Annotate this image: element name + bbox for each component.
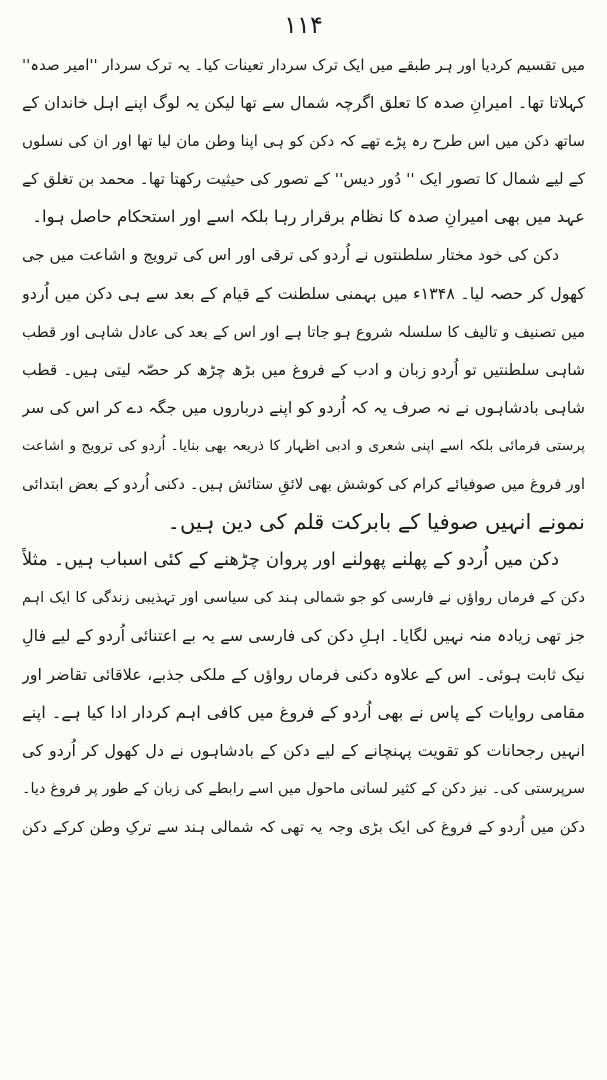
text-line: کھول کر حصہ لیا۔ ۱۳۴۸ء میں بہمنی سلطنت کے قیام کے بعد سے ہی دکن میں اُردو xyxy=(22,283,585,303)
paragraph-start-line: دکن کی خود مختار سلطنتوں نے اُردو کی ترقی اور اس کی ترویج و اشاعت میں جی xyxy=(22,246,559,265)
paragraph-start-line: دکن میں اُردو کے پھلنے پھولنے اور پروان چڑھنے کے کئی اسباب ہیں۔ مثلاً xyxy=(22,549,559,571)
text-line: میں تصنیف و تالیف کا سلسلہ شروع ہو جاتا ہے اور اس کے بعد کی عادل شاہی اور قطب xyxy=(22,322,585,341)
text-line: کے لیے شمال کا تصور ایک '' دُور دیس'' کے تصور کی حیثیت رکھتا تھا۔ محمد بن تغلق کے xyxy=(22,170,585,189)
body-text xyxy=(22,46,585,846)
text-line: جز تھی زیادہ منہ نہیں لگایا۔ اہلِ دکن کی فارسی سے یہ بے اعتنائی اُردو کے لیے فالِ xyxy=(22,626,585,646)
text-line: انہیں رجحانات کو تقویت پہنچانے کے لیے دکن کے بادشاہوں نے دل کھول کر اُردو کی xyxy=(22,740,585,760)
text-line: ساتھ دکن میں اس طرح رہ پڑے تھے کہ دکن کو ہی اپنا وطن مان لیا تھا اور ان کی نسلوں xyxy=(22,132,585,151)
text-line: کہلاتا تھا۔ امیرانِ صدہ کا تعلق اگرچہ شمال سے تھا لیکن یہ لوگ اپنے اہل خاندان کے xyxy=(22,93,585,113)
text-line: سرپرستی کی۔ نیز دکن کے کثیر لسانی ماحول میں اسے رابطے کی زبان کے طور پر فروغ دیا۔ xyxy=(22,780,585,797)
text-line: نیک ثابت ہوئی۔ اس کے علاوہ دکنی فرماں رواؤں کے ملکی جذبے، علاقائی تقاضر اور xyxy=(22,664,585,684)
text-line: شاہی بادشاہوں نے نہ صرف یہ کہ اُردو کو اپنے درباروں میں جگہ دے کر اس کی سر xyxy=(22,397,585,417)
text-line: پرستی فرمائی بلکہ اسے اپنی شعری و ادبی اظہار کا ذریعہ بھی بنایا۔ اُردو کی ترویج و اشاعت xyxy=(22,437,585,454)
text-line: میں تقسیم کردیا اور ہر طبقے میں ایک ترک سردار تعینات کیا۔ یہ ترک سردار ''امیر صدہ'' xyxy=(22,56,585,74)
paragraph-end-line: نمونے انہیں صوفیا کے بابرکت قلم کی دین ہیں۔ xyxy=(167,510,585,535)
text-line: شاہی سلطنتیں تو اُردو زبان و ادب کے فروغ میں بڑھ چڑھ کر حصّہ لیتی ہیں۔ قطب xyxy=(22,360,585,379)
page-number: ۱۱۴ xyxy=(284,11,323,39)
paragraph-end-line: عہد میں بھی امیرانِ صدہ کا نظام برقرار رہا بلکہ اسے اور استحکام حاصل ہوا۔ xyxy=(32,207,585,227)
text-line: دکن میں اُردو کے فروغ کی ایک بڑی وجہ یہ تھی کہ شمالی ہند سے ترکِ وطن کرکے دکن xyxy=(22,817,585,836)
text-line: دکن کے فرماں رواؤں نے فارسی کو جو شمالی ہند کی سیاسی اور تہذیبی زندگی کا ایک اہم xyxy=(22,590,585,607)
text-line: مقامی روایات کے پاس نے بھی اُردو کے فروغ میں کافی اہم کردار ادا کیا ہے۔ اپنے xyxy=(22,702,585,722)
text-line: اور فروغ میں صوفیائے کرام کی کوشش بھی لائقِ ستائش ہیں۔ دکنی اُردو کے بعض ابتدائی xyxy=(22,475,585,494)
